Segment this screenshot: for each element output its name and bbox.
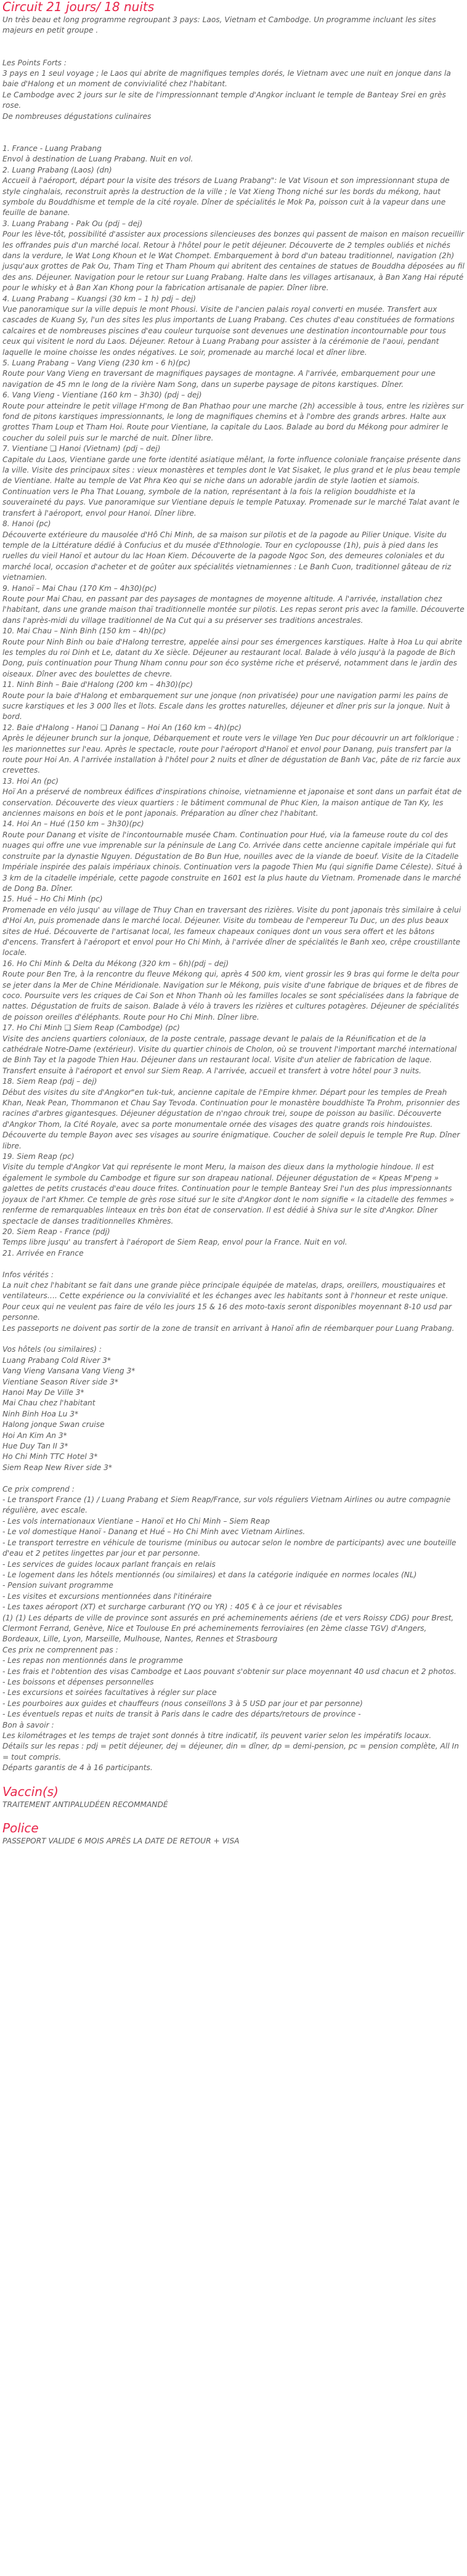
- police-section-title: Police: [2, 1821, 39, 1836]
- police-section-text: PASSEPORT VALIDE 6 MOIS APRÈS LA DATE DE RETOUR + VISA: [2, 1837, 240, 1846]
- intro-text: Un très beau et long programme regroupant 3 pays: Laos, Vietnam et Cambodge. Un programme incluant les sites majeurs en petit groupe .: [2, 15, 436, 35]
- vaccine-section-title: Vaccin(s): [2, 1784, 59, 1799]
- itinerary-text: Les Points Forts : 3 pays en 1 seul voyage ; le Laos qui abrite de magnifiques temples dorés, le Vietnam avec une nuit en jonque dans la baie d'Halong et un moment de convivialité chez l'habitant. Le Cambodge avec 2 jours sur le site de l'impressionnant temple d'Angkor incluant le temple de Banteay Srei en grès rose. De nombreuses dégustations culinaires 1. France - Luang Prabang Envol à destination de Luang Prabang. Nuit en vol. 2. Luang Prabang (Laos) (dn) Accueil à l'aéroport, départ pour la visite des trésors de Luang Prabang": le Vat Visoun et son impressionnant stupa de style cinghalais, reconstruit après la destruction de la ville ; le Vat Xieng Thong niché sur les bords du mékong, haut symbole du Bouddhisme et temple de la cité royale. Dîner de spécialités le Mok Pa, poisson cuit à la vapeur dans une feuille de banane. 3. Luang Prabang - Pak Ou (pdj – dej) Pour les lève-tôt, possibilité d'assister aux processions silencieuses des bonzes qui passent de maison en maison recueillir les offrandes puis d'un marché local. Retour à l'hôtel pour le petit déjeuner. Découverte de 2 temples oubliés et nichés dans la verdure, le Wat Long Khoun et le Wat Chompet. Embarquement à bord d'un bateau traditionnel, navigation (2h) jusqu'aux grottes de Pak Ou, Tham Ting et Tham Phoum qui abritent des centaines de statues de Bouddha déposées au fil des ans. Déjeuner. Navigation pour le retour sur Luang Prabang. Halte dans les villages artisanaux, à Ban Xang Hai réputé pour le whisky et à Ban Xan Khong pour la fabrication artisanale de papier. Dîner libre. 4. Luang Prabang – Kuangsi (30 km – 1 h) pdj – dej) Vue panoramique sur la ville depuis le mont Phousi. Visite de l'ancien palais royal converti en musée. Transfert aux cascades de Kuang Sy, l'un des sites les plus importants de Luang Prabang. Ces chutes d'eau constituées de formations calcaires et de nombreuses piscines d'eau couleur turquoise sont devenues une destination incontournable pour tous ceux qui visitent le nord du Laos. Déjeuner. Retour à Luang Prabang pour assister à la cérémonie de l'aoui, pendant laquelle le moine choisse les ondes négatives. Le soir, promenade au marché local et dîner libre. 5. Luang Prabang – Vang Vieng (230 km - 6 h)(pc) Route pour Vang Vieng en traversant de magnifiques paysages de montagne. A l'arrivée, embarquement pour une navigation de 45 mn le long de la rivière Nam Song, dans un superbe paysage de pitons karstiques. Dîner. 6. Vang Vieng - Vientiane (160 km – 3h30) (pdj – dej) Route pour atteindre le petit village H'mong de Ban Phathao pour une marche (2h) accessible à tous, entre les rizières sur fond de pitons karstiques impressionnants, le long de magnifiques chemins et à l'ombre des grands arbres. Halte aux grottes Tham Loup et Tham Hoi. Route pour Vientiane, la capitale du Laos. Balade au bord du Mékong pour admirer le coucher du soleil puis sur le marché de nuit. Dîner libre. 7. Vientiane ❑ Hanoi (Vietnam) (pdj – dej) Capitale du Laos, Vientiane garde une forte identité asiatique mêlant, la forte influence coloniale française présente dans la ville. Visite des principaux sites : vieux monastères et temples dont le Vat Sisaket, le plus grand et le plus beau temple de Vientiane. Halte au temple de Vat Phra Keo qui se niche dans un adorable jardin de style laotien et siamois. Continuation vers le Pha That Louang, symbole de la nation, représentant à la fois la religion bouddhiste et la souveraineté du pays. Vue panoramique sur Vientiane depuis le temple Patuxay. Promenade sur le marché Talat avant le transfert à l'aéroport, envol pour Hanoi. Dîner libre. 8. Hanoi (pc) Découverte extérieure du mausolée d'Hô Chi Minh, de sa maison sur pilotis et de la pagode au Pilier Unique. Visite du temple de la Littérature dédié à Confucius et du musée d'Ethnologie. Tour en cyclopousse (1h), puis à pied dans les ruelles du vieil Hanoï et autour du lac Hoan Kiem. Découverte de la pagode Ngoc Son, des demeures coloniales et du marché local, occasion d'acheter et de goûter aux spécialités vietnamiennes : Le Banh Cuon, traditionnel gâteau de riz vietnamien. 9. Hanoï – Mai Chau (170 Km – 4h30)(pc) Route pour Mai Chau, en passant par des paysages de montagnes de moyenne altitude. A l'arrivée, installation chez l'habitant, dans une grande maison thaï traditionnelle montée sur pilotis. Les repas seront pris avec la famille. Découverte dans l'après-midi du village traditionnel de Na Cut qui a su préserver ses traditions ancestrales. 10. Mai Chau – Ninh Binh (150 km – 4h)(pc) Route pour Ninh Binh ou baie d'Halong terrestre, appelée ainsi pour ses émergences karstiques. Halte à Hoa Lu qui abrite les temples du roi Dinh et Le, datant du Xe siècle. Déjeuner au restaurant local. Balade à vélo jusqu'à la pagode de Bich Dong, puis continuation pour Thung Nham connu pour son éco système riche et préservé, notamment dans le jardin des oiseaux. Dîner avec des boulettes de chevre. 11. Ninh Binh – Baie d'Halong (200 km – 4h30)(pc) Route pour la baie d'Halong et embarquement sur une jonque (non privatisée) pour une navigation parmi les pains de sucre karstiques et les 3 000 îles et îlots. Escale dans les grottes naturelles, déjeuner et dîner pris sur la jonque. Nuit à bord. 12. Baie d'Halong - Hanoi ❑ Danang – Hoi An (160 km – 4h)(pc) Après le déjeuner brunch sur la jonque, Débarquement et route vers le village Yen Duc pour découvrir un art folklorique : les marionnettes sur l'eau. Après le spectacle, route pour l'aéroport d'Hanoï et envol pour Danang, puis transfert par la route pour Hoi An. A l'arrivée installation à l'hôtel pour 2 nuits et dîner de dégustation de Banh Vac, pâte de riz farcie aux crevettes. 13. Hoi An (pc) Hoï An a préservé de nombreux édifices d'inspirations chinoise, vietnamienne et japonaise et sont dans un parfait état de conservation. Découverte des vieux quartiers : le bâtiment communal de Phuc Kien, la maison antique de Tan Ky, les anciennes maisons en bois et le pont japonais. Préparation au dîner chez l'habitant. 14. Hoi An – Hué (150 km – 3h30)(pc) Route pour Danang et visite de l'incontournable musée Cham. Continuation pour Hué, via la fameuse route du col des nuages qui offre une vue imprenable sur la péninsule de Lang Co. Arrivée dans cette ancienne capitale impériale qui fut construite par la dynastie Nguyen. Dégustation de Bo Bun Hue, nouilles avec de la viande de boeuf. Visite de la Citadelle Impériale inspirée des palais impériaux chinois. Continuation vers la pagode Thien Mu (qui signifie Dame Céleste). Situé à 3 km de la citadelle impériale, cette pagode construite en 1601 est la plus haute du Vietnam. Promenade dans le marché de Dong Ba. Dîner. 15. Hué – Ho Chi Minh (pc) Promenade en vélo jusqu' au village de Thuy Chan en traversant des rizières. Visite du pont japonais très similaire à celui d'Hoi An, puis promenade dans le marché local. Déjeuner. Visite du tombeau de l'empereur Tu Duc, un des plus beaux sites de Hué. Découverte de l'artisanat local, les fameux chapeaux coniques dont un vous sera offert et les bâtons d'encens. Transfert à l'aéroport et envol pour Ho Chi Minh, à l'arrivée dîner de spécialités le Banh xeo, crêpe croustillante locale. 16. Ho Chi Minh & Delta du Mékong (320 km – 6h)(pdj – dej) Route pour Ben Tre, à la rencontre du fleuve Mékong qui, après 4 500 km, vient grossir les 9 bras qui forme le delta pour se jeter dans la Mer de Chine Méridionale. Navigation sur le Mékong, puis visite d'une fabrique de briques et de fibres de coco. Poursuite vers les criques de Cai Son et Nhon Thanh où les familles locales se sont spécialisées dans la fabrique de nattes. Dégustation de fruits de saison. Balade à vélo à travers les rizières et cultures potagères. Déjeuner de spécialités de poisson oreilles d'éléphants. Route pour Ho Chi Minh. Dîner libre. 17. Ho Chi Minh ❑ Siem Reap (Cambodge) (pc) Visite des anciens quartiers coloniaux, de la poste centrale, passage devant le palais de la Réunification et de la cathédrale Notre-Dame (extérieur). Visite du quartier chinois de Cholon, où se trouvent l'important marché international de Binh Tay et la pagode Thien Hau. Déjeuner dans un restaurant local. Visite d'un atelier de fabrication de laque. Transfert ensuite à l'aéroport et envol sur Siem Reap. A l'arrivée, accueil et transfert à votre hôtel pour 3 nuits. 18. Siem Reap (pdj – dej) Début des visites du site d'Angkor"en tuk-tuk, ancienne capitale de l'Empire khmer. Départ pour les temples de Preah Khan, Neak Pean, Thommanon et Chau Say Tevoda. Continuation pour le monastère bouddhiste Ta Prohm, prisonnier des racines d'arbres gigantesques. Déjeuner dégustation de n'ngao chrouk trei, soupe de poisson au basilic. Découverte d'Angkor Thom, la Cité Royale, avec sa porte monumentale ornée des visages des quatre grands rois hindouistes. Découverte du temple Bayon avec ses visages au sourire énigmatique. Coucher de soleil depuis le temple Pre Rup. Dîner libre. 19. Siem Reap (pc) Visite du temple d'Angkor Vat qui représente le mont Meru, la maison des dieux dans la mythologie hindoue. Il est également le symbole du Cambodge et figure sur son drapeau national. Déjeuner dégustation de « Kpeas M'peng » galettes de petits crustacés d'eau douce frites. Continuation pour le temple Banteay Srei l'un des plus impressionnants joyaux de l'art Khmer. Ce temple de grès rose situé sur le site d'Angkor dont le nom signifie « la citadelle des femmes » renferme de remarquables linteaux en très bon état de conservation. Il est dédié à Shiva sur le site d'Angkor. Dîner spectacle de danses traditionnelles Khmères. 20. Siem Reap - France (pdj) Temps libre jusqu' au transfert à l'aéroport de Siem Reap, envol pour la France. Nuit en vol. 21. Arrivée en France Infos vérités : La nuit chez l'habitant se fait dans une grande pièce principale équipée de matelas, draps, oreillers, moustiquaires et ventilateurs…. Cette expérience ou la convivialité et les échanges avec les habitants sont à l'honneur et reste unique. Pour ceux qui ne veulent pas faire de vélo les jours 15 & 16 des moto-taxis seront disponibles moyennant 8-10 usd par personne. Les passeports ne doivent pas sortir de la zone de transit en arrivant à Hanoï afin de réembarquer pour Luang Prabang. Vos hôtels (ou similaires) : Luang Prabang Cold River 3* Vang Vieng Vansana Vang Vieng 3* Vientiane Season River side 3* Hanoi May De Ville 3* Mai Chau chez l'habitant Ninh Binh Hoa Lu 3* Halong jonque Swan cruise Hoi An Kim An 3* Hue Duy Tan II 3* Ho Chi Minh TTC Hotel 3* Siem Reap New River side 3* Ce prix comprend : - Le transport France (1) / Luang Prabang et Siem Reap/France, sur vols réguliers Vietnam Airlines ou autre compagnie régulière, avec escale. - Les vols internationaux Vientiane – Hanoï et Ho Chi Minh – Siem Reap - Le vol domestique Hanoï - Danang et Hué – Ho Chi Minh avec Vietnam Airlines. - Le transport terrestre en véhicule de tourisme (minibus ou autocar selon le nombre de participants) avec une bouteille d'eau et 2 petites lingettes par jour et par personne. - Les services de guides locaux parlant français en relais - Le logement dans les hôtels mentionnés (ou similaires) et dans la catégorie indiquée en normes locales (NL) - Pension suivant programme - Les visites et excursions mentionnées dans l'itinéraire - Les taxes aéroport (XT) et surcharge carburant (YQ ou YR) : 405 € à ce jour et révisables (1) (1) Les départs de ville de province sont assurés en pré acheminements aériens (de et vers Roissy CDG) pour Brest, Clermont Ferrand, Genève, Nice et Toulouse En pré acheminements ferroviaires (en 2ème classe TGV) d'Angers, Bordeaux, Lille, Lyon, Marseille, Mulhouse, Nantes, Rennes et Strasbourg Ces prix ne comprennent pas : - Les repas non mentionnés dans le programme - Les frais et l'obtention des visas Cambodge et Laos pouvant s'obtenir sur place moyennant 40 usd chacun et 2 photos. - Les boissons et dépenses personnelles - Les excursions et soirées facultatives à régler sur place - Les pourboires aux guides et chauffeurs (nous conseillons 3 à 5 USD par jour et par personne) - Les éventuels repas et nuits de transit à Paris dans le cadre des départs/retours de province - Bon à savoir : Les kilométrages et les temps de trajet sont donnés à titre indicatif, ils peuvent varier selon les impératifs locaux. Détails sur les repas : pdj = petit déjeuner, dej = déjeuner, din = dîner, dp = demi-pension, pc = pension complète, All In = tout compris. Départs garantis de 4 à 16 participants.: [2, 58, 465, 1773]
- vaccine-section-text: TRAITEMENT ANTIPALUDÉEN RECOMMANDÉ: [2, 1800, 168, 1809]
- page-title: Circuit 21 jours/ 18 nuits: [2, 0, 155, 14]
